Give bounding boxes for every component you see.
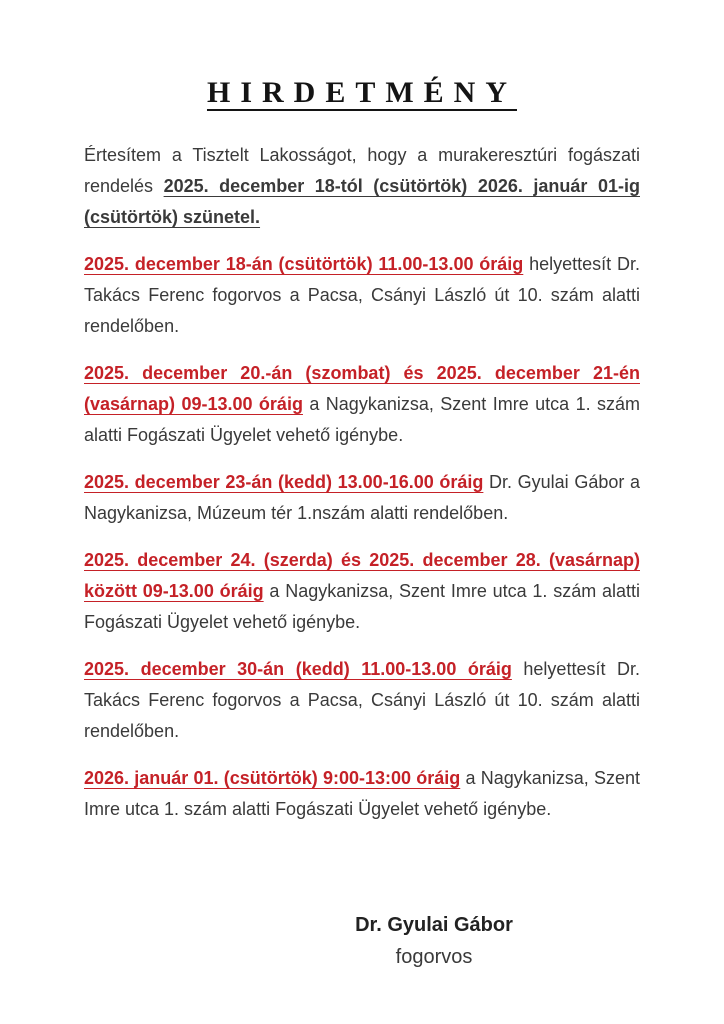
highlight-datetime-text: 2025. december 18-án (csütörtök) 11.00-13.00 óráig: [84, 254, 524, 274]
highlight-datetime-text: 2025. december 23-án (kedd) 13.00-16.00 óráig: [84, 472, 484, 492]
highlight-datetime-text: 2025. december 24. (szerda) és 2025. december 28. (vasárnap) között 09-13.00 óráig: [84, 550, 640, 601]
highlight-datetime-text: 2026. január 01. (csütörtök) 9:00-13:00 óráig: [84, 768, 461, 788]
body-text: a Nagykanizsa, Szent Imre utca 1. szám alatti Fogászati Ügyelet vehető igénybe.: [84, 581, 640, 632]
notice-paragraph-1: [84, 140, 640, 233]
notice-paragraph-4: [84, 467, 640, 529]
notice-paragraph-3: [84, 358, 640, 451]
notice-body: [84, 140, 640, 825]
body-text: a Nagykanizsa, Szent Imre utca 1. szám alatti Fogászati Ügyelet vehető igénybe.: [84, 394, 641, 445]
highlight-datetime-text: 2025. december 30-án (kedd) 11.00-13.00 óráig: [84, 659, 512, 679]
signature-role: fogorvos: [395, 946, 473, 968]
body-text: Értesítem a Tisztelt Lakosságot, hogy a murakeresztúri fogászati rendelés: [84, 145, 640, 196]
body-text: helyettesít Dr. Takács Ferenc fogorvos a Pacsa, Csányi László út 10. szám alatti rendelőben.: [84, 254, 640, 336]
body-text: a Nagykanizsa, Szent Imre utca 1. szám alatti Fogászati Ügyelet vehető igénybe.: [84, 768, 640, 819]
highlight-datetime-text: 2025. december 20.-án (szombat) és 2025. december 21-én (vasárnap) 09-13.00 óráig: [84, 363, 640, 414]
page-title: HIRDETMÉNY: [206, 76, 517, 109]
notice-paragraph-5: [84, 545, 640, 638]
emphasis-text: 2025. december 18-tól (csütörtök) 2026. január 01-ig (csütörtök) szünetel.: [84, 176, 640, 227]
body-text: helyettesít Dr. Takács Ferenc fogorvos a Pacsa, Csányi László út 10. szám alatti rendelőben.: [84, 659, 640, 741]
notice-paragraph-6: [84, 654, 640, 747]
signature-block: [294, 909, 574, 973]
notice-paragraph-2: [84, 249, 640, 342]
signature-name: Dr. Gyulai Gábor: [355, 914, 513, 936]
notice-paragraph-7: [84, 763, 640, 825]
body-text: Dr. Gyulai Gábor a Nagykanizsa, Múzeum tér 1.nszám alatti rendelőben.: [84, 472, 640, 523]
